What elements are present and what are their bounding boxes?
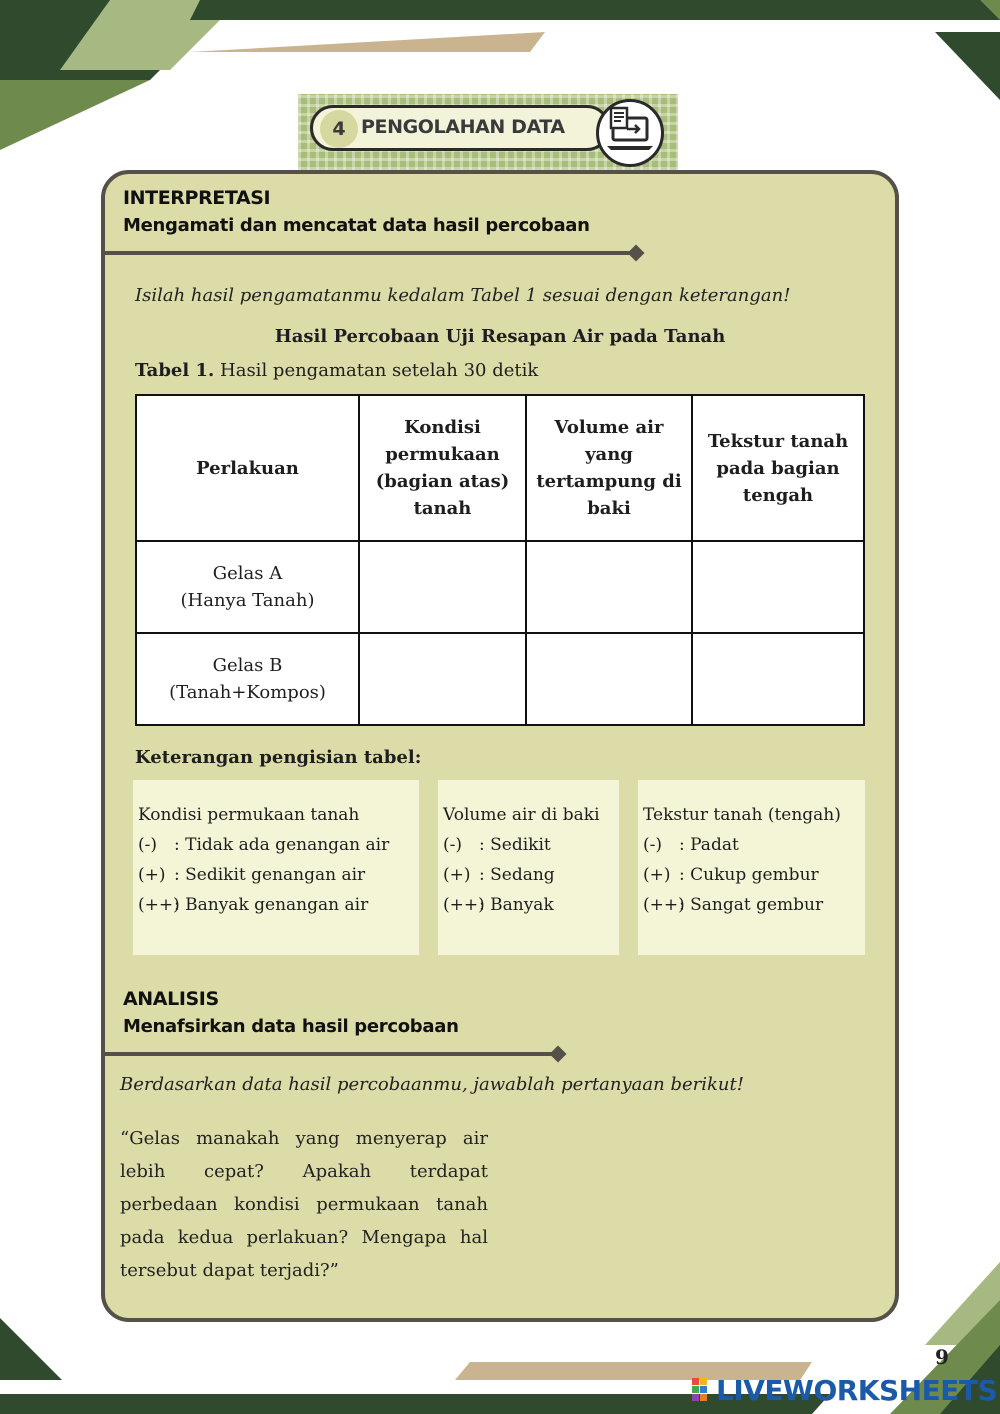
interpretasi-title: INTERPRETASI: [123, 187, 271, 209]
row-label-gelas-a: [136, 541, 359, 633]
legend-item: [138, 860, 419, 890]
analisis-instruction: Berdasarkan data hasil percobaanmu, jawablah pertanyaan berikut!: [120, 1074, 744, 1095]
observation-table: [135, 394, 865, 726]
legend-text: : Banyak: [479, 895, 554, 915]
legend-item: [643, 890, 865, 920]
liveworksheets-logo-icon: [692, 1376, 718, 1402]
answer-cell-a-tekstur[interactable]: [692, 541, 864, 633]
header-volume-air: Volume air yang tertampung di baki: [526, 395, 692, 541]
header-kondisi-permukaan: Kondisi permukaan (bagian atas) tanah: [359, 395, 526, 541]
legend-symbol: (-): [138, 835, 158, 855]
table-label: Tabel 1.: [135, 360, 215, 381]
header-tekstur-tanah: Tekstur tanah pada bagian tengah: [692, 395, 864, 541]
legend-item: [138, 830, 419, 860]
legend-symbol: (++): [643, 895, 685, 915]
answer-cell-b-kondisi[interactable]: [359, 633, 526, 725]
table-caption: [135, 360, 538, 381]
table-caption-text: Hasil pengamatan setelah 30 detik: [220, 360, 539, 381]
legend-symbol: (++): [443, 895, 485, 915]
section-number: 4: [320, 110, 358, 148]
interpretasi-subtitle: Mengamati dan mencatat data hasil percobaan: [123, 215, 590, 236]
legend-heading: Tekstur tanah (tengah): [643, 805, 841, 825]
legend-text: : Banyak genangan air: [174, 895, 369, 915]
row-label-line1: Gelas A: [212, 563, 283, 584]
legend-symbol: (+): [138, 865, 166, 885]
header-perlakuan: Perlakuan: [136, 395, 359, 541]
legend-symbol: (-): [443, 835, 463, 855]
row-label-line2: (Hanya Tanah): [180, 590, 315, 611]
table-row: [136, 541, 864, 633]
bottom-left-dark-triangle: [0, 1318, 62, 1380]
analisis-subtitle: Menafsirkan data hasil percobaan: [123, 1016, 459, 1037]
legend-heading: Volume air di baki: [443, 805, 600, 825]
legend-title: Keterangan pengisian tabel:: [135, 747, 422, 768]
legend-item: [443, 830, 619, 860]
interpretasi-divider: [103, 251, 633, 255]
legend-heading: Kondisi permukaan tanah: [138, 805, 360, 825]
answer-cell-b-tekstur[interactable]: [692, 633, 864, 725]
table-row: [136, 633, 864, 725]
page-number: 9: [935, 1345, 949, 1369]
top-tan-stripe: [185, 32, 545, 52]
legend-box-tekstur: [638, 780, 865, 955]
legend-text: : Cukup gembur: [679, 865, 819, 885]
legend-item: [443, 890, 619, 920]
legend-text: : Sedikit genangan air: [174, 865, 366, 885]
legend-box-kondisi: [133, 780, 419, 955]
legend-symbol: (-): [643, 835, 663, 855]
answer-cell-a-volume[interactable]: [526, 541, 692, 633]
interpretasi-instruction: Isilah hasil pengamatanmu kedalam Tabel 1 sesuai dengan keterangan!: [135, 285, 791, 306]
section-title: PENGOLAHAN DATA: [361, 116, 565, 138]
legend-text: : Padat: [679, 835, 739, 855]
row-label-gelas-b: [136, 633, 359, 725]
table-header-row: [136, 395, 864, 541]
legend-symbol: (+): [443, 865, 471, 885]
legend-item: [138, 890, 419, 920]
legend-item: [643, 860, 865, 890]
legend-text: : Sedikit: [479, 835, 551, 855]
answer-cell-b-volume[interactable]: [526, 633, 692, 725]
legend-symbol: (+): [643, 865, 671, 885]
analisis-title: ANALISIS: [123, 988, 219, 1010]
experiment-title: Hasil Percobaan Uji Resapan Air pada Tanah: [274, 326, 726, 347]
top-left-mid-band: [0, 80, 150, 150]
legend-text: : Tidak ada genangan air: [174, 835, 390, 855]
legend-item: [443, 860, 619, 890]
answer-cell-a-kondisi[interactable]: [359, 541, 526, 633]
legend-item: [643, 830, 865, 860]
laptop-document-icon: [596, 99, 664, 167]
legend-symbol: (++): [138, 895, 180, 915]
top-right-dark-triangle: [935, 32, 1000, 100]
row-label-line1: Gelas B: [212, 655, 283, 676]
legend-text: : Sangat gembur: [679, 895, 824, 915]
row-label-line2: (Tanah+Kompos): [169, 682, 326, 703]
legend-text: : Sedang: [479, 865, 555, 885]
analisis-divider: [103, 1052, 555, 1056]
legend-box-volume: [438, 780, 619, 955]
liveworksheets-brand[interactable]: LIVEWORKSHEETS: [716, 1374, 998, 1407]
top-dark-stripe: [190, 0, 1000, 20]
analisis-question: “Gelas manakah yang menyerap air lebih cepat? Apakah terdapat perbedaan kondisi permukaan tanah pada kedua perlakuan? Mengapa hal tersebut dapat terjadi?”: [120, 1128, 488, 1281]
